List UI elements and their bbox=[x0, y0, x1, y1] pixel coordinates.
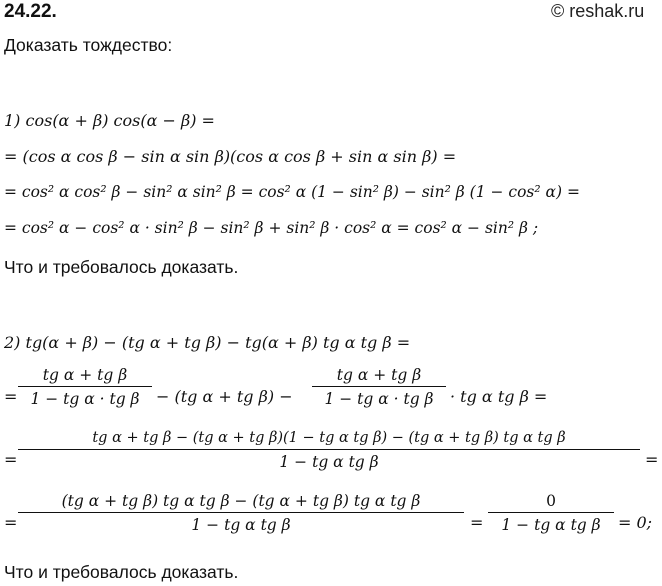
part2-line3-eq: = bbox=[4, 450, 18, 469]
problem-number: 24.22. bbox=[4, 1, 57, 22]
fraction-numerator: 0 bbox=[546, 492, 556, 510]
part2-line4-eq: = bbox=[4, 513, 18, 532]
part2-line4-tail: = 0; bbox=[618, 513, 653, 532]
fraction-numerator: tg α + tg β bbox=[42, 366, 128, 384]
part1-line2: = (cos α cos β − sin α sin β)(cos α cos β + sin α sin β) = bbox=[4, 147, 457, 166]
part2-conclusion: Что и требовалось доказать. bbox=[4, 562, 239, 582]
fraction-denominator: 1 − tg α tg β bbox=[279, 453, 379, 472]
fraction-numerator: tg α + tg β bbox=[336, 366, 422, 384]
part2-line4-mid: = bbox=[470, 513, 484, 532]
part1-conclusion: Что и требовалось доказать. bbox=[4, 257, 239, 277]
fraction-bar bbox=[488, 512, 614, 513]
fraction-denominator: 1 − tg α tg β bbox=[501, 516, 601, 535]
fraction-numerator: tg α + tg β − (tg α + tg β)(1 − tg α tg β) − (tg α + tg β) tg α tg β bbox=[92, 430, 566, 446]
part2-line3-tail: = bbox=[645, 450, 659, 469]
fraction-numerator: (tg α + tg β) tg α tg β − (tg α + tg β) tg α tg β bbox=[61, 492, 421, 510]
fraction-bar bbox=[18, 386, 152, 387]
part2-line2-eq: = bbox=[4, 387, 18, 406]
part2-line2-fraction1 bbox=[18, 366, 152, 408]
fraction-bar bbox=[18, 512, 464, 513]
fraction-denominator: 1 − tg α tg β bbox=[191, 516, 291, 535]
fraction-bar bbox=[18, 449, 640, 450]
part1-line1: 1) cos(α + β) cos(α − β) = bbox=[4, 111, 215, 130]
part2-line4-fraction2 bbox=[488, 492, 614, 534]
fraction-denominator: 1 − tg α · tg β bbox=[324, 390, 434, 409]
part2-line3-fraction bbox=[18, 429, 640, 471]
part2-line1: 2) tg(α + β) − (tg α + tg β) − tg(α + β) tg α tg β = bbox=[4, 333, 411, 352]
part2-line2-fraction2 bbox=[312, 366, 446, 408]
part2-line4-fraction1 bbox=[18, 492, 464, 534]
fraction-denominator: 1 − tg α · tg β bbox=[30, 390, 140, 409]
task-statement: Доказать тождество: bbox=[4, 35, 173, 55]
part1-line4: = cos² α − cos² α · sin² β − sin² β + sin² β · cos² α = cos² α − sin² β ; bbox=[4, 219, 539, 237]
part2-line2-tail: · tg α tg β = bbox=[450, 387, 548, 406]
watermark: © reshak.ru bbox=[551, 1, 645, 21]
part2-line2-middle: − (tg α + tg β) − bbox=[156, 387, 293, 406]
part1-line3: = cos² α cos² β − sin² α sin² β = cos² α (1 − sin² β) − sin² β (1 − cos² α) = bbox=[4, 183, 580, 201]
fraction-bar bbox=[312, 386, 446, 387]
